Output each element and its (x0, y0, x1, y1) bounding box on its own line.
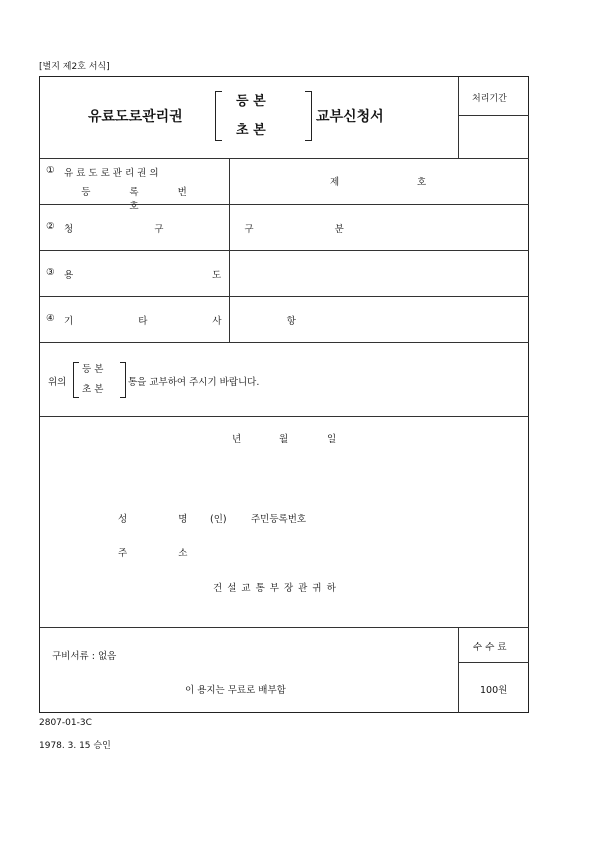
title-option-copy: 등 본 (236, 94, 266, 109)
application-form (39, 76, 529, 713)
title-bracket-left (215, 91, 222, 141)
date-year: 년 (232, 434, 242, 445)
form-number: 2807-01-3C (39, 718, 92, 728)
request-prefix: 위의 (48, 377, 67, 388)
row4-label: 기 타 사 항 (64, 316, 327, 327)
date-day: 일 (327, 434, 337, 445)
approval-date: 1978. 3. 15 승인 (39, 741, 111, 751)
applicant-seal: (인) (210, 514, 227, 525)
title-prefix: 유료도로관리권 (88, 109, 183, 125)
row2-label: 청 구 구 분 (64, 224, 383, 235)
row1-value-prefix: 제 (330, 177, 340, 188)
applicant-id-label: 주민등록번호 (251, 514, 307, 525)
date-month: 월 (279, 434, 289, 445)
title-bracket-right (305, 91, 312, 141)
fee-label: 수 수 료 (473, 642, 507, 653)
title-option-extract: 초 본 (236, 123, 266, 138)
applicant-address-label: 주 소 (118, 548, 212, 559)
fee-value: 100원 (480, 685, 508, 696)
row1-label-line2: 등 록 번 호 (81, 187, 205, 212)
request-bracket-left (73, 362, 79, 398)
row3-label-first: 용 (64, 270, 74, 281)
row4-number: ④ (46, 313, 55, 324)
free-distribution-note: 이 용지는 무료로 배부함 (185, 685, 286, 696)
row1-value-suffix: 호 (417, 177, 427, 188)
applicant-name-label: 성 명 (118, 514, 212, 525)
recipient: 건 설 교 통 부 장 관 귀 하 (213, 583, 337, 594)
row1-label-line1: 유 료 도 로 관 리 권 의 (64, 168, 159, 179)
request-bracket-right (120, 362, 126, 398)
row3-label-last: 도 (212, 270, 222, 281)
row1-number: ① (46, 165, 55, 176)
required-docs: 구비서류 : 없음 (52, 651, 117, 662)
row3-number: ③ (46, 267, 55, 278)
processing-period-label: 처리기간 (472, 94, 507, 104)
request-option-extract: 초 본 (82, 384, 104, 395)
attachment-label: [별지 제2호 서식] (39, 62, 110, 72)
row2-number: ② (46, 221, 55, 232)
request-option-copy: 등 본 (82, 364, 104, 375)
request-suffix: 통을 교부하여 주시기 바랍니다. (128, 377, 260, 388)
title-suffix: 교부신청서 (316, 109, 384, 125)
